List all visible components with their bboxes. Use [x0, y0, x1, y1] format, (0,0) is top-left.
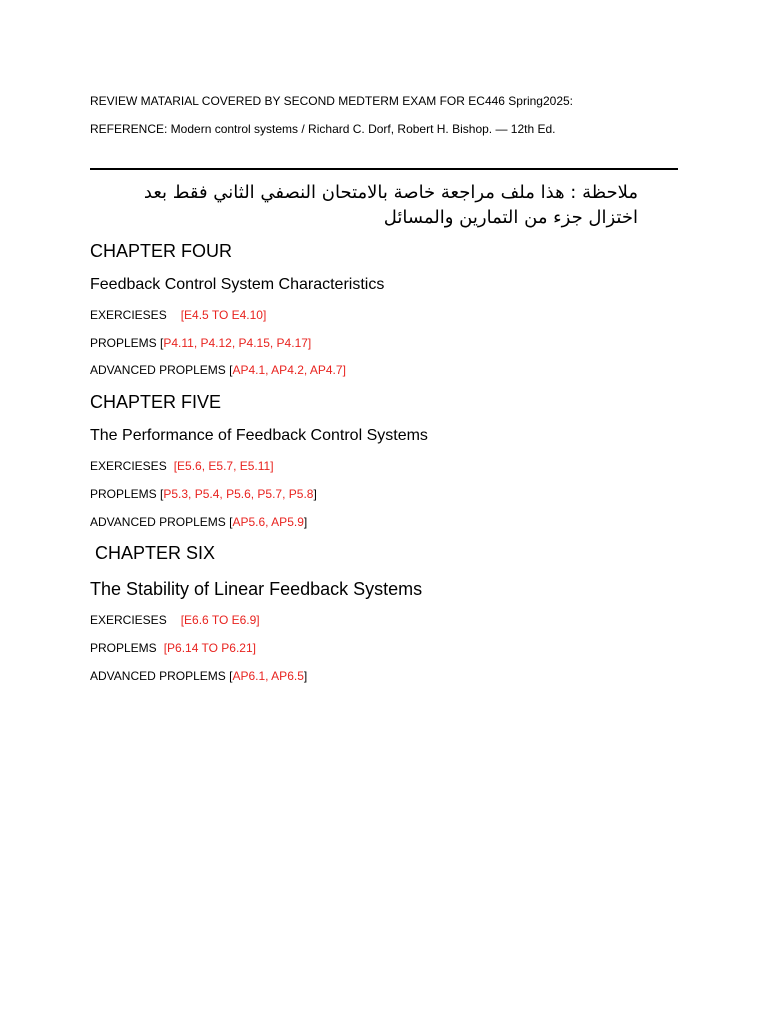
problems-label: PROPLEMS — [90, 487, 157, 501]
exercises-list: [E6.6 TO E6.9] — [180, 613, 260, 627]
chapter-five-title: The Performance of Feedback Control Systems — [90, 427, 428, 444]
chapter-four-problems: PROPLEMS [P4.11, P4.12, P4.15, P4.17] — [90, 336, 312, 350]
chapter-four-heading: CHAPTER FOUR — [90, 241, 233, 261]
chapter-four-title: Feedback Control System Characteristics — [90, 276, 385, 293]
problems-list: [P6.14 TO P6.21] — [163, 641, 256, 655]
problems-list: P5.3, P5.4, P5.6, P5.7, P5.8 — [163, 487, 314, 501]
review-heading: REVIEW MATARIAL COVERED BY SECOND MEDTERM EXAM FOR EC446 Spring2025: — [90, 94, 574, 108]
chapter-four-exercises — [90, 308, 266, 322]
advanced-problems-label: ADVANCED PROPLEMS — [90, 515, 226, 529]
advanced-problems-list: AP6.1, AP6.5 — [232, 669, 304, 683]
chapter-four-advanced: ADVANCED PROPLEMS [AP4.1, AP4.2, AP4.7] — [90, 363, 346, 377]
chapter-five-heading: CHAPTER FIVE — [90, 392, 222, 412]
advanced-close-bracket: ] — [303, 669, 308, 683]
problems-close-bracket: ] — [313, 487, 317, 501]
advanced-problems-list: AP5.6, AP5.9 — [232, 515, 304, 529]
chapter-five-advanced: ADVANCED PROPLEMS [AP5.6, AP5.9] — [90, 515, 308, 529]
advanced-problems-list: AP4.1, AP4.2, AP4.7] — [232, 363, 346, 377]
advanced-close-bracket: ] — [303, 515, 308, 529]
exercises-label: EXERCIESES — [90, 308, 167, 322]
problems-label: PROPLEMS — [90, 641, 157, 655]
arabic-note: ملاحظة : هذا ملف مراجعة خاصة بالامتحان النصفي الثاني فقط بعد اختزال جزء من التمارين والمسائل — [143, 182, 638, 228]
advanced-problems-label: ADVANCED PROPLEMS — [90, 363, 226, 377]
reference-line: REFERENCE: Modern control systems / Richard C. Dorf, Robert H. Bishop. — 12th Ed. — [90, 122, 556, 136]
horizontal-divider — [90, 168, 678, 170]
chapter-six-heading: CHAPTER SIX — [90, 543, 216, 563]
exercises-list: [E5.6, E5.7, E5.11] — [173, 459, 274, 473]
chapter-five-problems: PROPLEMS [P5.3, P5.4, P5.6, P5.7, P5.8] — [90, 487, 317, 501]
chapter-five-exercises — [90, 459, 274, 473]
problems-list: P4.11, P4.12, P4.15, P4.17] — [163, 336, 312, 350]
chapter-six-exercises — [90, 613, 260, 627]
advanced-problems-label: ADVANCED PROPLEMS — [90, 669, 226, 683]
problems-label: PROPLEMS — [90, 336, 157, 350]
chapter-six-advanced: ADVANCED PROPLEMS [AP6.1, AP6.5] — [90, 669, 308, 683]
exercises-label: EXERCIESES — [90, 613, 167, 627]
chapter-six-problems — [90, 641, 256, 655]
chapter-six-title: The Stability of Linear Feedback Systems — [90, 579, 423, 599]
exercises-list: [E4.5 TO E4.10] — [180, 308, 267, 322]
exercises-label: EXERCIESES — [90, 459, 167, 473]
